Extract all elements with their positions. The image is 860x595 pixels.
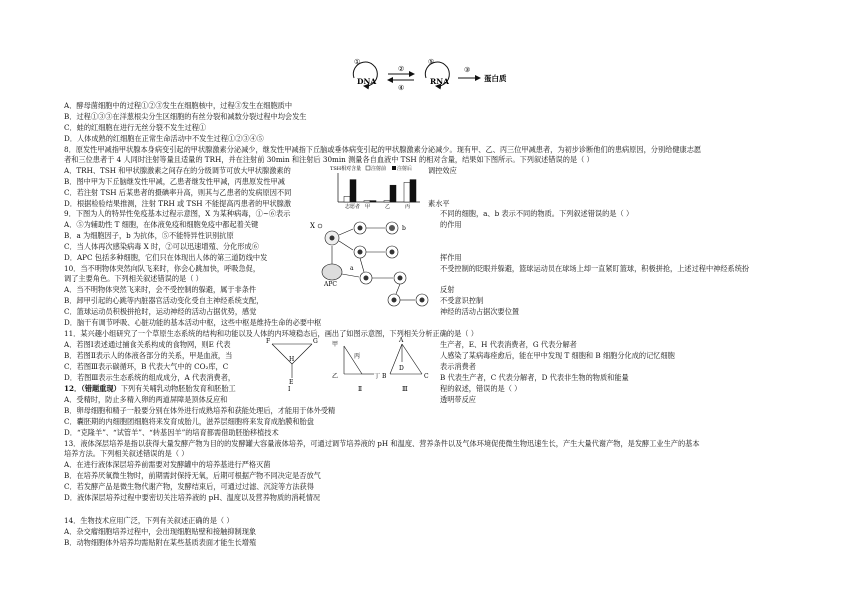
cell-3-nucleus [389,225,395,231]
cell-6-nucleus [364,276,369,281]
category-label-0: 志愿者 [345,204,361,210]
diagram-i-label-h: H [289,356,295,363]
q14-option-a: A．杂交瘤细胞培养过程中，会出现细胞贴壁和接触抑制现象 [64,527,257,536]
q12-option-a: A．受精时，防止多精入卵的两道屏障是顶体反应和 [64,395,228,404]
q9-option-a-end: 的作用 [440,220,462,229]
q11-option-c: C．若图Ⅲ表示碳循环，B 代表大气中的 CO₂库，C [64,362,229,371]
cytokine-a-label: a [350,265,354,272]
q11-option-a-end: 生产者，E、H 代表消费者，G 代表分解者 [440,340,577,349]
step-1-label: ① [354,58,361,66]
step-4-label: ④ [398,84,405,92]
q12-option-a-end: 透明带反应 [440,395,476,404]
q13-option-b: B．在培养厌氧微生物时，前期需封保持无氧，后期可根据产物不同决定是否放气 [64,471,321,480]
q8-option-a-end: 调控效应 [428,166,457,175]
bar-after-2 [390,185,396,202]
immune-arrows [332,228,415,300]
diagram-iii-arrows [390,344,422,374]
q8-option-d-end: 素水平 [428,199,450,208]
legend-after: 注射后 [397,166,413,172]
q12-option-d: D．“克隆羊”、“试管羊”、“转基因羊”的培育都需借助胚胎移植技术 [64,428,279,437]
category-label-3: 丙 [405,204,411,210]
immune-process-diagram [308,214,438,310]
q9-stem-right: 不同的细胞，a、b 表示不同的物质。下列叙述错误的是（ ） [440,209,634,218]
diagram-iii-label-b: B [382,373,387,380]
cell-8-nucleus [392,298,397,303]
diagram-i-label-f: F [266,338,271,345]
q9-option-d: D．APC 包括多种细胞，它们只在体现出人体的第三道防线中发 [64,253,268,262]
legend-before: 注射前 [371,166,387,172]
q11-option-d-end: B 代表生产者，C 代表分解者，D 代表非生物的物质和能量 [440,373,629,382]
bar-before-2 [384,201,390,202]
rna-label: RNA [430,77,449,86]
prev-option-d: D．人体成熟的红细胞在正常生命活动中不发生过程①②③④⑤ [64,134,264,143]
q14-option-b: B．动物细胞体外培养均需贴附在某些基质表面才能生长增殖 [64,538,257,547]
q9-option-d-end: 挥作用 [440,253,462,262]
diagram-ii-arrows [344,346,374,374]
q8-stem-line-1: 8．原发性甲减指甲状腺本身病变引起的甲状腺激素分泌减少，继发性甲减指下丘脑或垂体病变引起的甲状腺激素分泌减少。现有甲、乙、丙三位甲减患者，为初步诊断他们的患病原因，分别给健康志愿 [64,145,702,154]
category-label-2: 乙 [385,204,391,210]
legend-swatch-before [366,166,370,170]
q12-stem-right: 程的叙述，错误的是（ ） [440,384,522,393]
q8-option-b: B．图中甲为下丘脑继发性甲减，乙患者继发性甲减，丙患原发性甲减 [64,177,285,186]
central-dogma-diagram [340,52,530,96]
q13-option-d: D．液体深层培养过程中要密切关注培养液的 pH、温度以及营养物质的消耗情况 [64,493,321,502]
apc-cell [322,264,342,280]
cell-1-nucleus [330,236,335,241]
q10-option-c-end: 神经的活动占据次要位置 [440,307,520,316]
diagram-i-label-e: E [289,379,294,386]
q10-option-a: A．当不明物体突然飞来时，会不受控制的躲避，属于非条件 [64,285,257,294]
tsh-bar-chart [328,164,426,210]
q13-stem-line-2: 培养方法。下列相关叙述错误的是（ ） [64,449,189,458]
bar-after-3 [410,180,416,202]
q9-stem-left: 9．下图为人的特异性免疫基本过程示意图，X 为某种病毒，①~⑥表示 [64,209,291,218]
prev-option-a: A．酵母菌细胞中的过程①②③发生在细胞核中，过程③发生在细胞质中 [64,101,293,110]
q8-option-a: A．TRH、TSH 和甲状腺激素之间存在的分级调节可放大甲状腺激素的 [64,166,291,175]
virus-particle [318,224,322,228]
cell-5-nucleus [390,250,395,255]
cell-4-nucleus [358,250,363,255]
q13-stem-line-1: 13．液体深层培养是指以获得大量发酵产物为目的的发酵罐大容量液体培养，可通过调节培养液的 pH 和温度、营养条件以及气体环境促使微生物迅速生长，产生大量代谢产物，是发酵工业生产的基本 [64,439,700,448]
q10-option-d: D．脑干有调节呼吸、心脏功能的基本活动中枢，这些中枢是维持生命的必要中枢 [64,318,322,327]
q14-stem: 14．生物技术应用广泛，下列有关叙述正确的是（ ） [64,516,234,525]
bar-before-1 [364,201,370,202]
q10-option-b-end: 不受意识控制 [440,296,484,305]
chart-ylabel: TSH相对含量 [330,166,362,172]
step-3-label: ③ [464,66,471,74]
q10-stem-right: 不受控制的眨眼并躲避，篮球运动员在球场上却一直紧盯篮球，积极拼抢，上述过程中神经系统扮 [440,264,750,273]
q11-option-b-end: 人感染了某病毒痊愈后，能在甲中发现 T 细胞和 B 细胞分化成的记忆细胞 [440,351,675,360]
cell-2-nucleus [358,226,363,231]
q11-stem: 11．某兴趣小组研究了一个草原生态系统的结构和功能以及人体的内环境稳态后，画出了如图示意图，下列相关分析正确的是（ ） [64,329,478,338]
q11-option-b: B．若图Ⅱ表示人的体液各部分的关系，甲是血液，当 [64,351,233,360]
diagram-i-label-g: G [313,338,318,345]
cell-9-nucleus [420,298,425,303]
q9-option-c: C．当人体再次感染病毒 X 时，②可以迅速增殖、分化形成⑥ [64,242,259,251]
prev-option-b: B．过程①③③在洋葱根尖分生区细胞的有丝分裂和减数分裂过程中均会发生 [64,112,307,121]
bar-before-3 [404,182,410,202]
q10-option-c: C．篮球运动员积极拼抢时，运动神经的活动占据优势，感觉 [64,307,257,316]
diagram-ii-numeral: Ⅱ [358,386,363,392]
q13-option-a: A．在进行液体深层培养前需要对发酵罐中的培养基进行严格灭菌 [64,460,271,469]
q8-stem-line-2: 者和三位患者于 4 人同时注射等量且适量的 TRH，并在注射前 30min 和注射后 30min 测量各自血液中 TSH 的相对含量，结果如下图所示。下列叙述错误的是（ ） [64,155,594,164]
q8-option-d: D．根据检验结果推测，注射 TRH 或 TSH 不能提高丙患者的甲状腺激 [64,199,292,208]
q12-stem-text: 下列有关哺乳动物胚胎发育和胚胎工 [120,384,236,393]
virus-x-label: X [310,222,315,230]
diagram-ii-label-yi: 乙 [332,373,339,380]
q10-option-b: B．卸甲引起的心跳等内脏器官活动变化受自主神经系统支配， [64,296,264,305]
apc-label: APC [324,281,337,288]
q10-option-a-end: 反射 [440,285,455,294]
q11-option-c-end: 表示消费者 [440,362,476,371]
diagram-ii-label-bing: 丙 [354,353,361,360]
q9-option-a: A．⑤为辅助性 T 细胞，在体液免疫和细胞免疫中都起着关键 [64,220,259,229]
bar-before-0 [344,196,350,202]
diagram-i-numeral: Ⅰ [288,386,291,392]
step-2-label: ② [398,65,405,73]
protein-label: 蛋白质 [484,74,507,83]
q11-option-a: A．若图Ⅰ表述通过捕食关系构成的食物网，则E 代表 [64,340,231,349]
bar-after-0 [350,180,356,202]
diagram-iii-label-c: C [424,373,429,380]
bar-after-1 [370,201,376,202]
diagram-ii-label-jia: 甲 [332,341,339,348]
q8-option-c: C．若注射 TSH 后某患者的摄碘率升高，则其与乙患者的发病原因不同 [64,188,292,197]
antibody-b-label: b [402,225,406,232]
q10-stem-line-1: 10．当不明物体突然向队飞来时，你会心跳加快，呼吸急促， [64,264,261,273]
q9-option-b: B．a 为细胞因子，b 为抗体，⑤不能特异性识别抗原 [64,231,234,240]
ecosystem-diagrams [262,334,438,392]
q12-option-c: C．囊胚期的内细胞团细胞将来发育成胎儿，滋养层细胞将来发育成胎膜和胎盘 [64,417,314,426]
step-5-label: ⑤ [428,58,435,66]
category-label-1: 甲 [365,204,371,210]
q12-stem [64,384,236,393]
diagram-ii-label-ding: 丁 [374,373,381,380]
dna-label: DNA [357,77,377,86]
prev-option-c: C．蛙的红细胞在进行无丝分裂不发生过程① [64,123,207,132]
q12-option-b: B．卵母细胞和精子一般要分别在体外进行成熟培养和获能处理后，才能用于体外受精 [64,406,336,415]
cell-7-nucleus [398,276,403,281]
diagram-iii-numeral: Ⅲ [402,386,408,392]
q10-stem-line-2: 调了主要角色。下列相关叙述错误的是（ ） [64,274,203,283]
diagram-iii-label-d: D [399,365,404,372]
q11-option-d: D．若图Ⅲ表示生态系统的组成成分，A 代表消费者， [64,373,236,382]
diagram-iii-label-a: A [399,337,404,344]
q13-option-c: C．若发酵产品是微生物代谢产物，发酵结束后，可通过过滤、沉淀等方法获得 [64,482,314,491]
q12-tag: 12．（错题重现） [64,384,121,393]
legend-swatch-after [392,166,396,170]
